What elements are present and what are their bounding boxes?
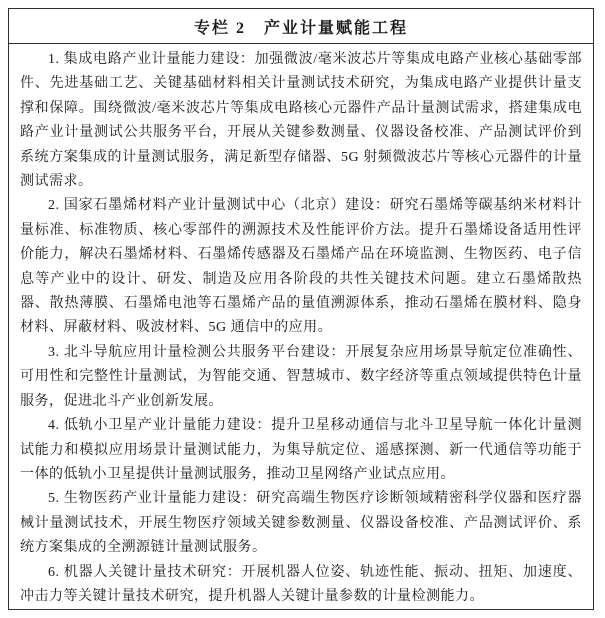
paragraph-satellite: 4. 低轨小卫星产业计量能力建设：提升卫星移动通信与北斗卫星导航一体化计量测试能力和模拟应用场景计量测试能力，为集导航定位、遥感探测、新一代通信等功能于一体的低轨小卫星提供计量测试服务，推动卫星网络产业试点应用。 [20,418,582,482]
panel-title: 专栏 2 产业计量赋能工程 [9,9,593,44]
paragraph-graphene: 2. 国家石墨烯材料产业计量测试中心（北京）建设：研究石墨烯等碳基纳米材料计量标准、标准物质、核心零部件的溯源技术及性能评价方法。提升石墨烯设备适用性评价能力，解决石墨烯材料、石墨烯传感器及石墨烯产品在环境监测、生物医药、电子信息等产业中的设计、研发、制造及应用各阶段的共性关键技术问题。建立石墨烯散热器、散热薄膜、石墨烯电池等石墨烯产品的量值溯源体系，推动石墨烯在膜材料、隐身材料、屏蔽材料、吸波材料、5G 通信中的应用。 [20,198,582,336]
paragraph-biomedicine: 5. 生物医药产业计量能力建设：研究高端生物医疗诊断领域精密科学仪器和医疗器械计量测试技术，开展生物医疗领域关键参数测量、仪器设备校准、产品测试评价、系统方案集成的全溯源链计量测试服务。 [20,491,582,556]
paragraph-beidou: 3. 北斗导航应用计量检测公共服务平台建设：开展复杂应用场景导航定位准确性、可用性和完整性计量测试，为智能交通、智慧城市、数字经济等重点领域提供特色计量服务，促进北斗产业创新发展。 [20,344,582,409]
panel-body [9,44,593,609]
paragraph-robot: 6. 机器人关键计量技术研究：开展机器人位姿、轨迹性能、振动、扭矩、加速度、冲击力等关键计量技术研究，提升机器人关键计量参数的计量检测能力。 [20,564,582,604]
paragraph-integrated-circuit: 1. 集成电路产业计量能力建设：加强微波/毫米波芯片等集成电路产业核心基础零部件、先进基础工艺、关键基础材料相关计量测试技术研究，为集成电路产业提供计量支撑和保障。围绕微波/毫米波芯片等集成电路核心元器件产品计量测试需求，搭建集成电路产业计量测试公共服务平台，开展从关键参数测量、仪器设备校准、产品测试评价到系统方案集成的计量测试服务，满足新型存储器、5G 射频微波芯片等核心元器件的计量测试需求。 [20,52,582,190]
column-panel [8,8,594,610]
